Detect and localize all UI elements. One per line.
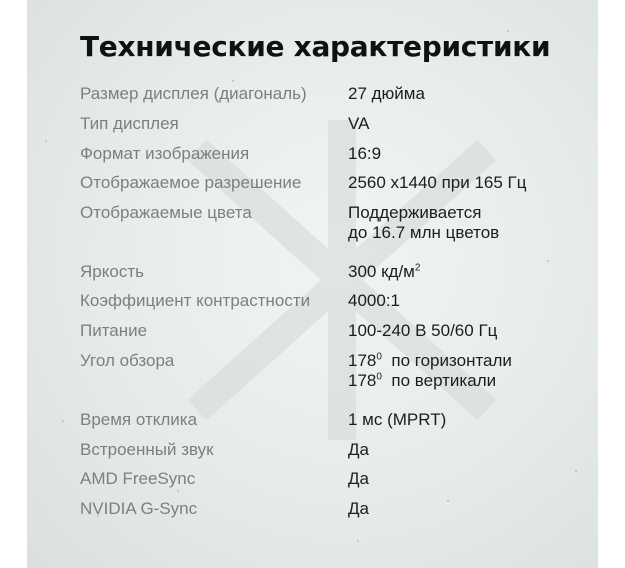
spec-card	[27, 0, 598, 568]
spec-value: Да	[348, 469, 369, 488]
spec-label: Время отклика	[80, 410, 198, 429]
spec-value: 100-240 В 50/60 Гц	[348, 321, 498, 340]
spec-label: Коэффициент контрастности	[80, 291, 311, 310]
spec-value: 300 $кд/м^2$	[348, 262, 421, 281]
spec-value: Да	[348, 499, 369, 518]
spec-label: Отображаемые цвета	[80, 203, 252, 222]
spec-value: Да	[348, 440, 369, 459]
spec-label: Угол обзора	[80, 351, 175, 370]
spec-label: Яркость	[80, 262, 144, 281]
spec-value: $178^0$ по горизонтали $178^0$ по вертикали	[348, 351, 512, 390]
spec-value: 2560 x1440 при 165 Гц	[348, 173, 527, 192]
spec-label: Размер дисплея (диагональ)	[80, 84, 307, 103]
spec-value: VA	[348, 114, 370, 133]
spec-value: 1 мс (MPRT)	[348, 410, 447, 429]
spec-label: Тип дисплея	[80, 114, 179, 133]
spec-label: Питание	[80, 321, 148, 340]
spec-label: Встроенный звук	[80, 440, 214, 459]
spec-value: 4000:1	[348, 291, 400, 310]
spec-value: 16:9	[348, 144, 382, 163]
spec-label: NVIDIA G-Sync	[80, 499, 198, 518]
spec-label: Отображаемое разрешение	[80, 173, 302, 192]
spec-value: 27 дюйма	[348, 84, 425, 103]
spec-label: Формат изображения	[80, 144, 250, 163]
page-title: Технические характеристики	[80, 30, 551, 63]
spec-value: Поддерживается до 16.7 млн цветов	[348, 203, 500, 242]
spec-label: AMD FreeSync	[80, 469, 196, 488]
